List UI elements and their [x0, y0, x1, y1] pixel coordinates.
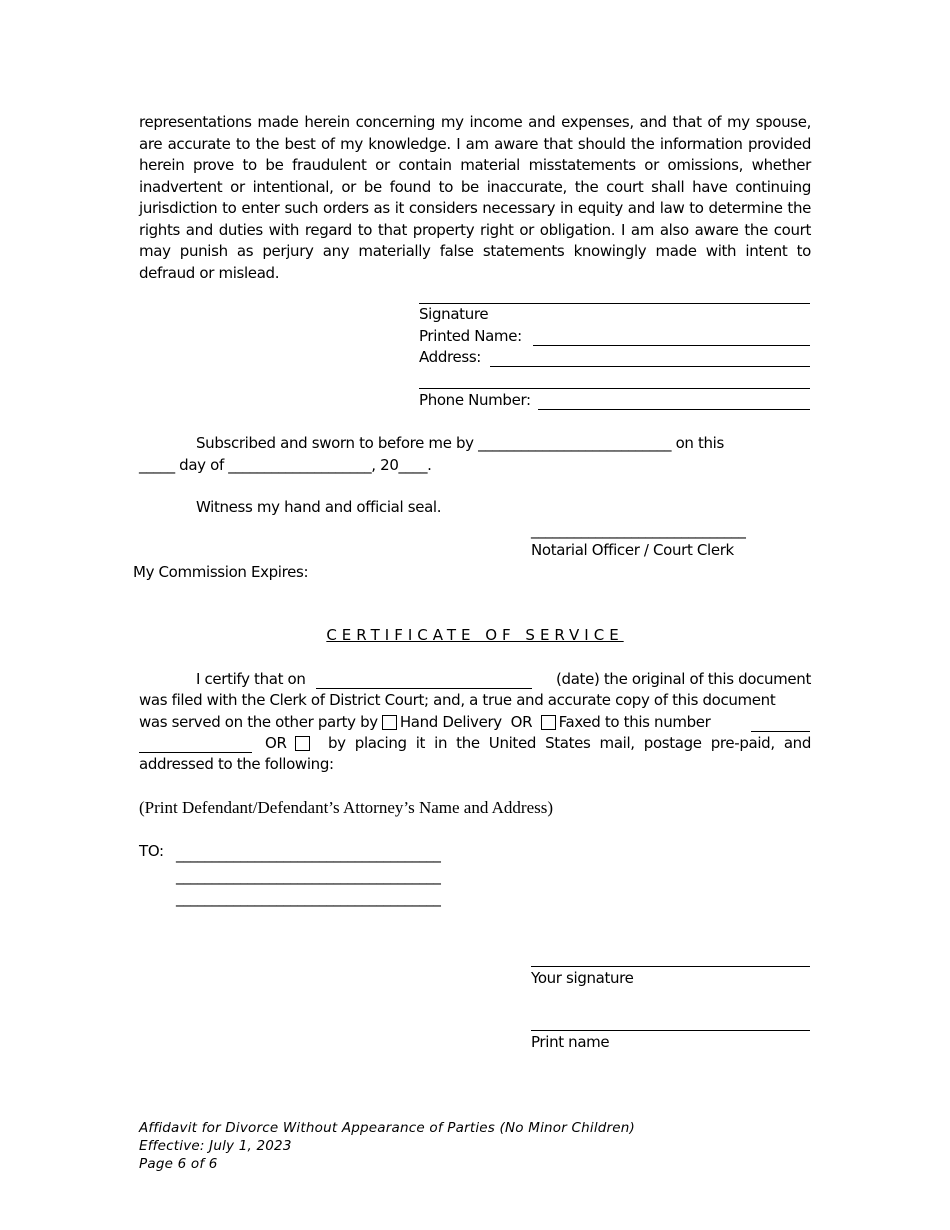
printed-name-label: Printed Name:	[419, 327, 522, 345]
faxed-checkbox[interactable]	[541, 715, 556, 730]
hand-delivery-label: Hand Delivery	[399, 713, 502, 731]
your-signature-line[interactable]	[531, 966, 810, 967]
address-field[interactable]	[490, 366, 810, 367]
your-signature-label: Your signature	[531, 969, 634, 987]
or-text-2: OR	[265, 734, 287, 752]
address-label: Address:	[419, 348, 481, 366]
footer-effective-date: Effective: July 1, 2023	[139, 1138, 292, 1154]
to-label: TO:	[139, 842, 164, 860]
recipient-line-3[interactable]: _____________________________________	[176, 889, 441, 907]
affidavit-paragraph: representations made herein concerning my income and expenses, and that of my spouse, are accurate to the best of my knowledge. I am aware that should the information provided herein prove to be fraudulent or contain material misstatements or omissions, whether inadvertent or intentional, or be found to be inaccurate, the court shall have continuing jurisdiction to enter such orders as it considers necessary in equity and law to determine the rights and duties with regard to that property right or obligation. I am also aware the court may punish as perjury any materially false statements knowingly made with intent to defraud or mislead.	[139, 113, 811, 282]
recipient-line-1[interactable]: _____________________________________	[176, 845, 441, 863]
date-field[interactable]	[316, 688, 532, 689]
sworn-statement-line1: Subscribed and sworn to before me by ___________________________ on this	[196, 434, 724, 452]
certificate-title	[0, 626, 950, 644]
hand-delivery-checkbox[interactable]	[382, 715, 397, 730]
sworn-statement-line2: _____ day of ____________________, 20____.	[139, 456, 432, 474]
certify-line1-start: I certify that on	[196, 670, 306, 688]
footer-form-title: Affidavit for Divorce Without Appearance of Parties (No Minor Children)	[139, 1120, 636, 1136]
notarial-officer-label: Notarial Officer / Court Clerk	[531, 541, 734, 559]
phone-number-field[interactable]	[538, 409, 810, 410]
print-defendant-instruction: (Print Defendant/Defendant’s Attorney’s Name and Address)	[139, 798, 554, 817]
certify-line2: was filed with the Clerk of District Court; and, a true and accurate copy of this document	[139, 691, 776, 709]
fax-number-field[interactable]	[751, 731, 810, 732]
notary-signature-blank[interactable]: ______________________________	[531, 521, 746, 539]
or-text-1: OR	[510, 713, 533, 731]
footer-page-number: Page 6 of 6	[139, 1156, 218, 1172]
print-name-line[interactable]	[531, 1030, 810, 1031]
signature-label: Signature	[419, 305, 489, 323]
print-name-label: Print name	[531, 1033, 610, 1051]
mail-checkbox[interactable]	[295, 736, 310, 751]
footer	[139, 1119, 635, 1173]
commission-expires-label: My Commission Expires:	[133, 563, 309, 581]
recipient-line-2[interactable]: _____________________________________	[176, 867, 441, 885]
served-by-text: was served on the other party by	[139, 713, 378, 731]
fax-number-field-line2[interactable]	[139, 752, 252, 753]
address-field-line2[interactable]	[419, 388, 810, 389]
certify-line1-end: (date) the original of this document	[556, 670, 811, 688]
faxed-label: Faxed to this number	[558, 713, 711, 731]
phone-number-label: Phone Number:	[419, 391, 531, 409]
certificate-title-text: CERTIFICATE OF SERVICE	[326, 626, 624, 644]
certify-line3	[139, 712, 711, 733]
mail-label: by placing it in the United States mail, postage pre-paid, and	[328, 734, 811, 752]
witness-statement: Witness my hand and official seal.	[196, 498, 442, 516]
printed-name-field[interactable]	[533, 345, 810, 346]
certify-line4	[265, 733, 313, 754]
certify-line5: addressed to the following:	[139, 755, 334, 773]
